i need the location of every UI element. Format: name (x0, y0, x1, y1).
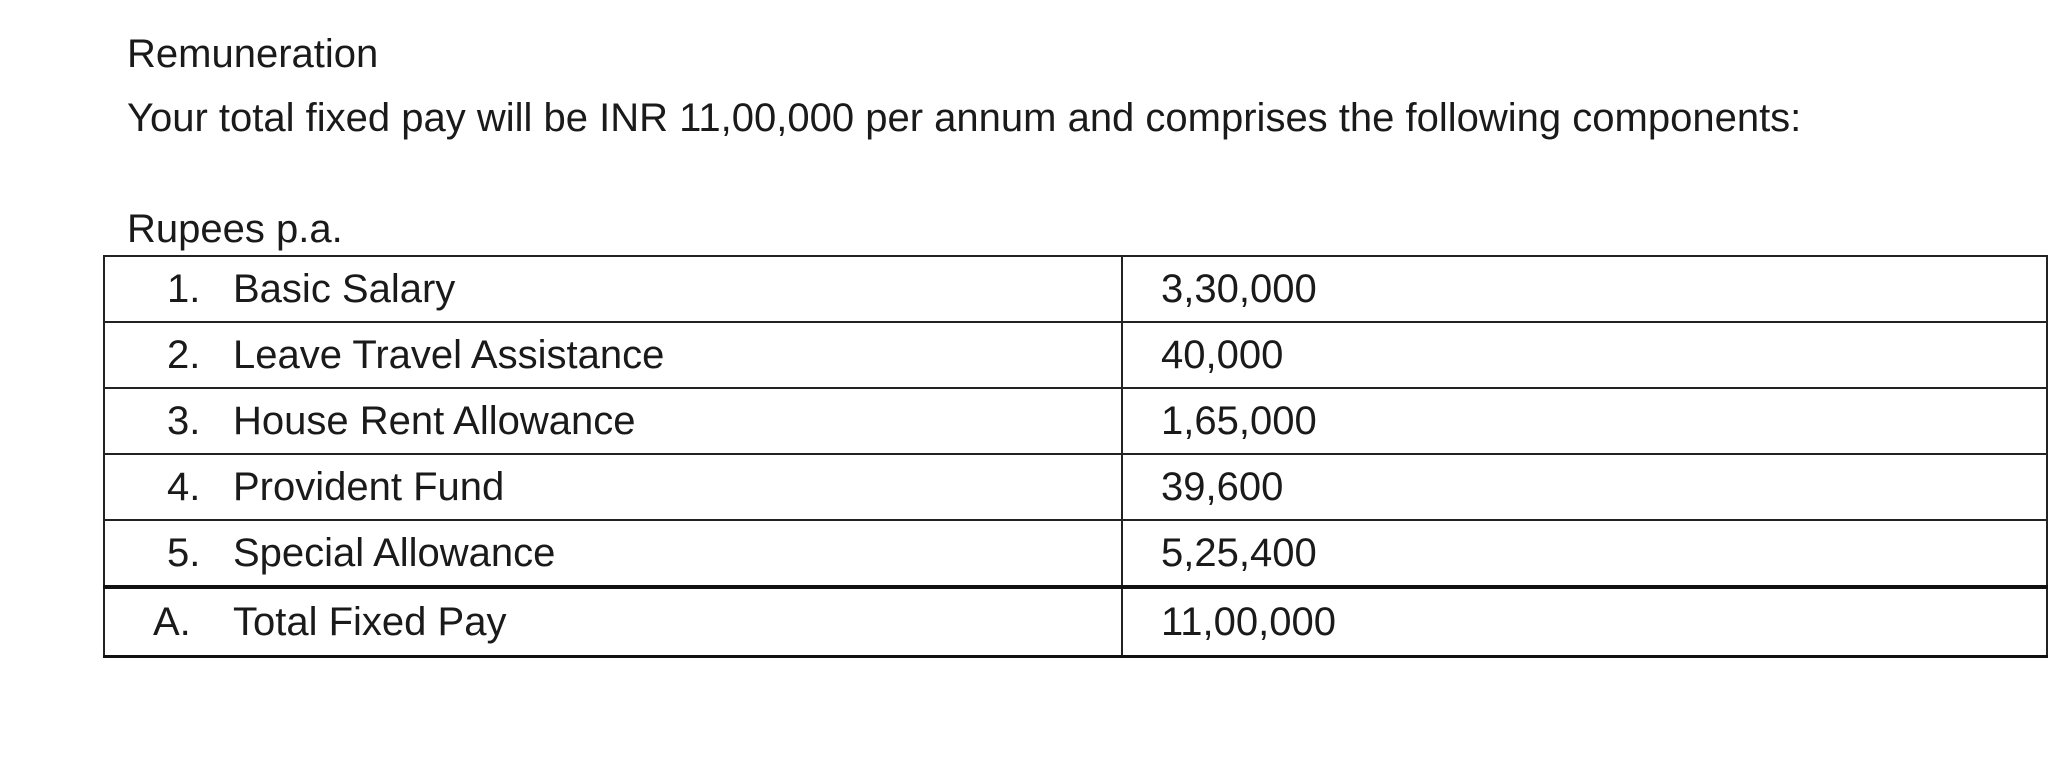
total-amount-cell: 11,00,000 (1122, 587, 2047, 657)
table-row (104, 322, 2047, 388)
amount-cell: 5,25,400 (1122, 520, 2047, 587)
amount-cell: 39,600 (1122, 454, 2047, 520)
table-row (104, 520, 2047, 587)
table-row (104, 388, 2047, 454)
component-cell (104, 388, 1122, 454)
component-cell (104, 322, 1122, 388)
pay-components-table (103, 255, 2048, 658)
component-cell (104, 454, 1122, 520)
component-label: Basic Salary (233, 266, 456, 311)
total-marker: A. (153, 599, 191, 644)
amount-cell: 40,000 (1122, 322, 2047, 388)
unit-label: Rupees p.a. (127, 207, 343, 251)
total-label: Total Fixed Pay (233, 599, 507, 644)
row-number: 3. (167, 398, 201, 443)
table-row (104, 454, 2047, 520)
row-number: 1. (167, 266, 201, 311)
amount-cell: 1,65,000 (1122, 388, 2047, 454)
component-cell (104, 520, 1122, 587)
total-label-cell (104, 587, 1122, 657)
component-label: Leave Travel Assistance (233, 332, 665, 377)
amount-cell: 3,30,000 (1122, 256, 2047, 322)
row-number: 2. (167, 332, 201, 377)
row-number: 4. (167, 464, 201, 509)
component-label: House Rent Allowance (233, 398, 636, 443)
table-row (104, 256, 2047, 322)
total-row (104, 587, 2047, 657)
intro-text: Your total fixed pay will be INR 11,00,000 per annum and comprises the following components: (127, 96, 1802, 140)
section-heading: Remuneration (127, 32, 379, 76)
component-cell (104, 256, 1122, 322)
row-number: 5. (167, 530, 201, 575)
component-label: Provident Fund (233, 464, 505, 509)
component-label: Special Allowance (233, 530, 556, 575)
